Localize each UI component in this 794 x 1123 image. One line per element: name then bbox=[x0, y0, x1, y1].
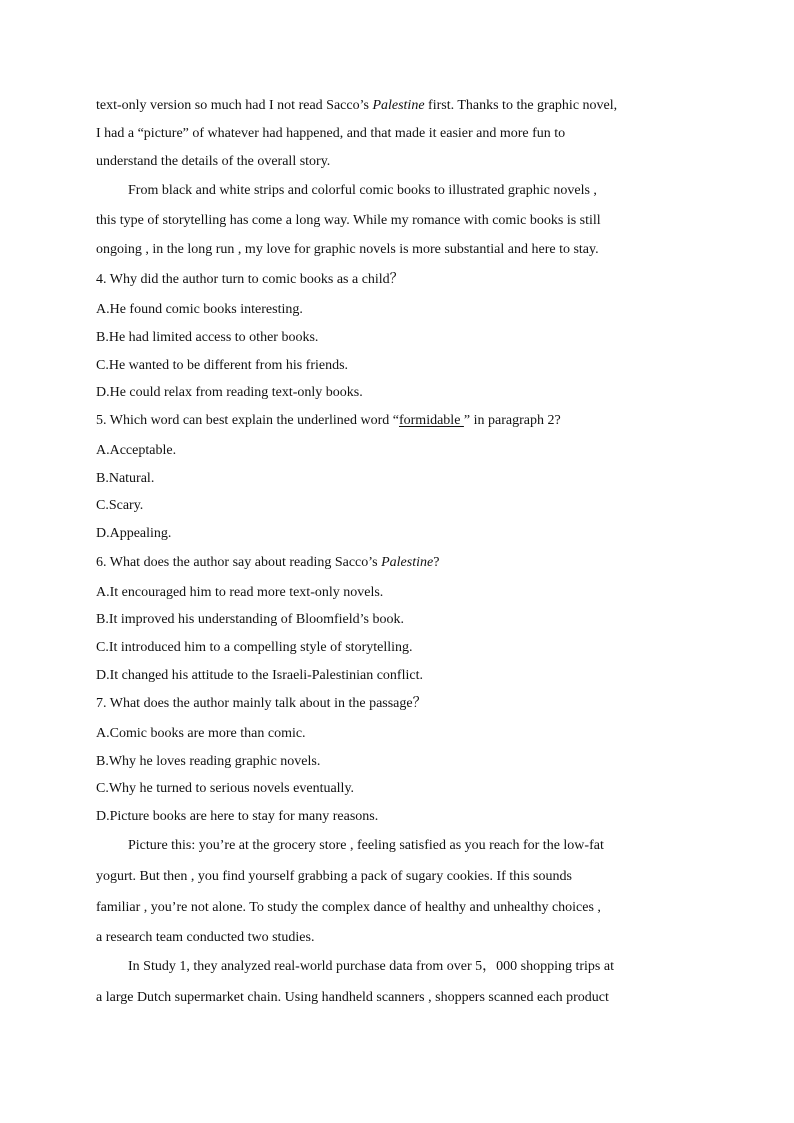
paragraph-line: Picture this: you’re at the grocery store , feeling satisfied as you reach for the low-fat bbox=[128, 838, 604, 853]
book-title: Palestine bbox=[372, 98, 425, 113]
answer-option: B.Why he loves reading graphic novels. bbox=[96, 754, 321, 769]
paragraph-line: In Study 1, they analyzed real-world purchase data from over 5，000 shopping trips at bbox=[128, 959, 614, 974]
question-stem: 7. What does the author mainly talk about in the passage？ bbox=[96, 696, 427, 711]
answer-option: D.Picture books are here to stay for many reasons. bbox=[96, 809, 379, 824]
answer-option: B.It improved his understanding of Bloomfield’s book. bbox=[96, 612, 404, 627]
answer-option: B.He had limited access to other books. bbox=[96, 330, 319, 345]
question-stem: 6. What does the author say about reading Sacco’s Palestine? bbox=[96, 555, 440, 570]
question-stem: 4. Why did the author turn to comic books as a child？ bbox=[96, 272, 404, 287]
answer-option: B.Natural. bbox=[96, 471, 155, 486]
paragraph-line: a large Dutch supermarket chain. Using handheld scanners , shoppers scanned each product bbox=[96, 990, 609, 1005]
passage-line: text-only version so much had I not read Sacco’s Palestine first. Thanks to the graphic novel, bbox=[96, 98, 618, 113]
answer-option: C.Scary. bbox=[96, 498, 144, 513]
answer-option: D.He could relax from reading text-only books. bbox=[96, 385, 363, 400]
answer-option: C.He wanted to be different from his friends. bbox=[96, 358, 349, 373]
answer-option: D.Appealing. bbox=[96, 526, 172, 541]
underlined-word: formidable bbox=[398, 413, 464, 428]
answer-option: C.It introduced him to a compelling style of storytelling. bbox=[96, 640, 413, 655]
passage-line: I had a “picture” of whatever had happened, and that made it easier and more fun to bbox=[96, 126, 566, 141]
question-stem: 5. Which word can best explain the underlined word “formidable ” in paragraph 2? bbox=[96, 413, 561, 428]
answer-option: A.Comic books are more than comic. bbox=[96, 726, 306, 741]
answer-option: C.Why he turned to serious novels eventually. bbox=[96, 781, 355, 796]
paragraph-line: this type of storytelling has come a long way. While my romance with comic books is still bbox=[96, 213, 601, 228]
paragraph-line: yogurt. But then , you find yourself grabbing a pack of sugary cookies. If this sounds bbox=[96, 869, 572, 884]
paragraph-line: a research team conducted two studies. bbox=[96, 930, 315, 945]
passage-line: understand the details of the overall story. bbox=[96, 154, 331, 169]
answer-option: A.Acceptable. bbox=[96, 443, 177, 458]
answer-option: A.He found comic books interesting. bbox=[96, 302, 303, 317]
paragraph-line: ongoing , in the long run , my love for graphic novels is more substantial and here to stay. bbox=[96, 242, 599, 257]
paragraph-line: From black and white strips and colorful comic books to illustrated graphic novels , bbox=[128, 183, 597, 198]
paragraph-line: familiar , you’re not alone. To study the complex dance of healthy and unhealthy choices , bbox=[96, 900, 601, 915]
answer-option: A.It encouraged him to read more text-only novels. bbox=[96, 585, 384, 600]
answer-option: D.It changed his attitude to the Israeli-Palestinian conflict. bbox=[96, 668, 423, 683]
book-title: Palestine bbox=[381, 555, 434, 570]
